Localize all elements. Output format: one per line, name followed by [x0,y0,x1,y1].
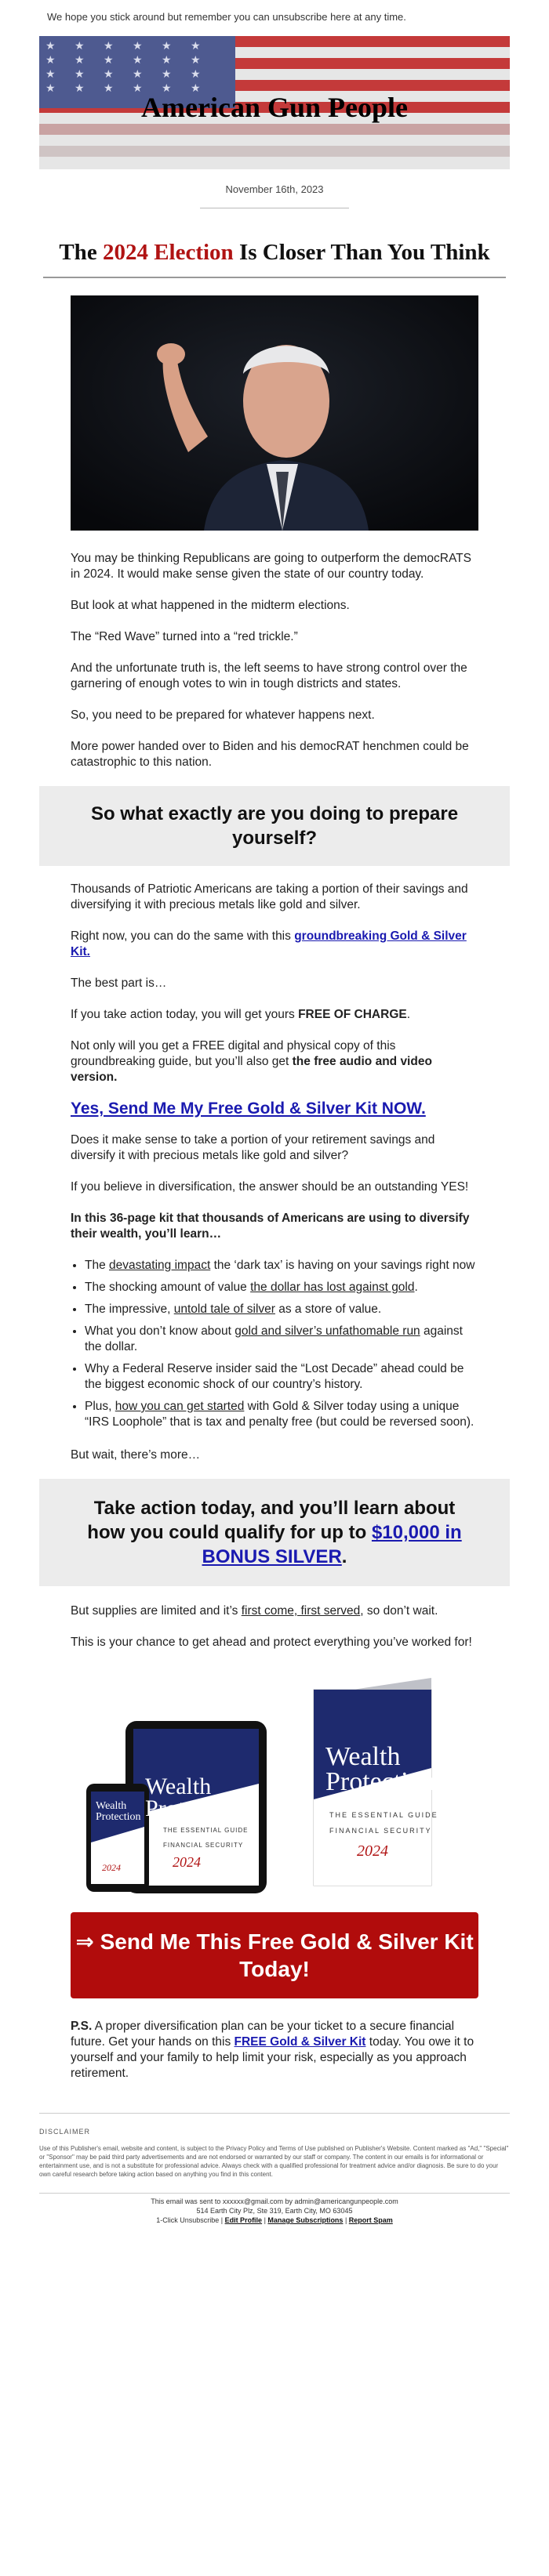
headline-highlight: 2024 Election [102,240,234,265]
header-banner [39,36,510,169]
unsubscribe-note: We hope you stick around but remember you can unsubscribe here at any time. [47,11,406,23]
edit-profile-link[interactable]: Edit Profile [224,2216,263,2224]
product-subtitle: THE ESSENTIAL GUIDE [163,1827,249,1834]
send-kit-link[interactable]: Yes, Send Me My Free Gold & Silver Kit NOW. [71,1100,426,1118]
paragraph: But wait, there’s more… [71,1448,201,1462]
list-item: • Why a Federal Reserve insider said the “Lost Decade” ahead could be the biggest economic shock of our country’s history. [85,1361,478,1393]
brand-title: American Gun People [141,92,408,123]
product-title: Protection [325,1767,435,1796]
bonus-box [39,1479,510,1586]
product-title: Protection [145,1795,242,1821]
paragraph: And the unfortunate truth is, the left seems to have strong control over the garnering of enough votes to win in tough districts and states. [71,661,467,690]
unsubscribe-link[interactable]: 1-Click Unsubscribe [156,2216,220,2224]
list-item: • The impressive, untold tale of silver as a store of value. [85,1302,478,1317]
callout-box [39,786,510,866]
urgency-section [71,1603,478,1650]
footer [39,2193,510,2225]
product-title: Wealth [96,1800,127,1812]
divider [43,277,506,278]
footer-links: 1-Click Unsubscribe | Edit Profile | Manage Subscriptions | Report Spam [156,2216,393,2224]
paragraph: So, you need to be prepared for whatever happens next. [71,708,375,722]
product-title: Wealth [325,1742,401,1771]
product-title: Protection [96,1811,141,1823]
bonus-heading: Take action today, and you’ll learn about how you could qualify for up to $10,000 in BONUS SILVER. [87,1498,462,1567]
bonus-silver-link[interactable]: $10,000 in BONUS SILVER [202,1522,462,1567]
paragraph: In this 36-page kit that thousands of Americans are using to diversify their wealth, you’ll learn… [71,1212,470,1241]
product-title: Wealth [145,1773,212,1799]
issue-date: November 16th, 2023 [225,183,324,195]
send-kit-button[interactable]: ⇒ Send Me This Free Gold & Silver Kit Today! [71,1912,478,1998]
list-item: • The devastating impact the ‘dark tax’ is having on your savings right now [85,1258,478,1274]
list-item: • What you don’t know about gold and silver’s unfathomable run against the dollar. [85,1324,478,1355]
product-year: 2024 [173,1854,201,1870]
address-line: 514 Earth City Plz, Ste 319, Earth City, MO 63045 [196,2207,353,2215]
paragraph: Right now, you can do the same with this groundbreaking Gold & Silver Kit. [71,929,467,958]
paragraph: The best part is… [71,976,167,990]
callout-heading: So what exactly are you doing to prepare yourself? [90,803,459,849]
paragraph: P.S. A proper diversification plan can be your ticket to a secure financial future. Get your hands on this FREE Gold & Silver Kit today. You owe it to yourself and your family to help limit your risk, especially as you approach retirement. [71,2020,474,2080]
report-spam-link[interactable]: Report Spam [348,2216,393,2224]
benefit-list [71,1258,478,1430]
sent-to-line: This email was sent to xxxxxx@gmail.com by admin@americangunpeople.com [151,2197,398,2205]
stars-icon: ★ ★ ★ ★ ★ ★ ★ ★ ★ ★ ★ ★ ★ ★ ★ ★ ★ ★ ★ ★ ★ ★ ★ ★ [45,40,209,95]
hero-photo [71,295,478,531]
product-year: 2024 [102,1862,121,1873]
list-item: • The shocking amount of value the dollar has lost against gold. [85,1280,478,1295]
intro-section [71,551,478,770]
manage-subscriptions-link[interactable]: Manage Subscriptions [267,2216,344,2224]
disclaimer [39,2113,510,2179]
product-subtitle: FINANCIAL SECURITY [329,1827,432,1835]
paragraph: This is your chance to get ahead and protect everything you’ve worked for! [71,1636,472,1649]
paragraph: Does it make sense to take a portion of your retirement savings and diversify it with precious metals like gold and silver? [71,1133,435,1162]
product-image [71,1666,478,1893]
paragraph: Not only will you get a FREE digital and physical copy of this groundbreaking guide, but you’ll also get the free audio and video version. [71,1039,432,1084]
paragraph: Thousands of Patriotic Americans are taking a portion of their savings and diversifying it with precious metals like gold and silver. [71,882,468,911]
paragraph: If you believe in diversification, the answer should be an outstanding YES! [71,1180,469,1194]
paragraph: More power handed over to Biden and his democRAT henchmen could be catastrophic to this nation. [71,740,469,769]
product-subtitle: THE ESSENTIAL GUIDE [329,1811,438,1819]
paragraph: You may be thinking Republicans are going to outperform the democRATS in 2024. It would make sense given the state of our country today. [71,552,471,581]
disclaimer-text: Use of this Publisher's email, website and content, is subject to the Privacy Policy and Terms of Use published on Publisher's Website. Content marked as "Ad," "Special" or "Sponsor" may be paid third party advertisements and are not endorsed or warranted by our staff or company. The content in our emails is for informational or entertainment use, and is not a substitute for professional advice. Always check with a qualified professional for treatment advice and/or diagnosis. Be sure to do your own careful research before taking action based on anything you find in this content. [39,2145,509,2178]
paragraph: But look at what happened in the midterm elections. [71,599,350,612]
kit-link[interactable]: groundbreaking Gold & Silver Kit. [71,929,467,958]
paragraph: But supplies are limited and it’s first come, first served, so don’t wait. [71,1604,438,1618]
product-year: 2024 [357,1842,388,1860]
list-item: • Plus, how you can get started with Gold & Silver today using a unique “IRS Loophole” that is tax and penalty free (but could be reversed soon). [85,1399,478,1430]
ps-kit-link[interactable]: FREE Gold & Silver Kit [234,2035,366,2049]
disclaimer-title: DISCLAIMER [39,2128,91,2136]
paragraph: If you take action today, you will get yours FREE OF CHARGE. [71,1008,411,1021]
headline: The 2024 Election Is Closer Than You Think [59,240,490,265]
paragraph: The “Red Wave” turned into a “red trickle.” [71,630,298,643]
product-subtitle: FINANCIAL SECURITY [163,1842,244,1849]
offer-section [71,882,478,1463]
ps-section [71,2019,478,2081]
